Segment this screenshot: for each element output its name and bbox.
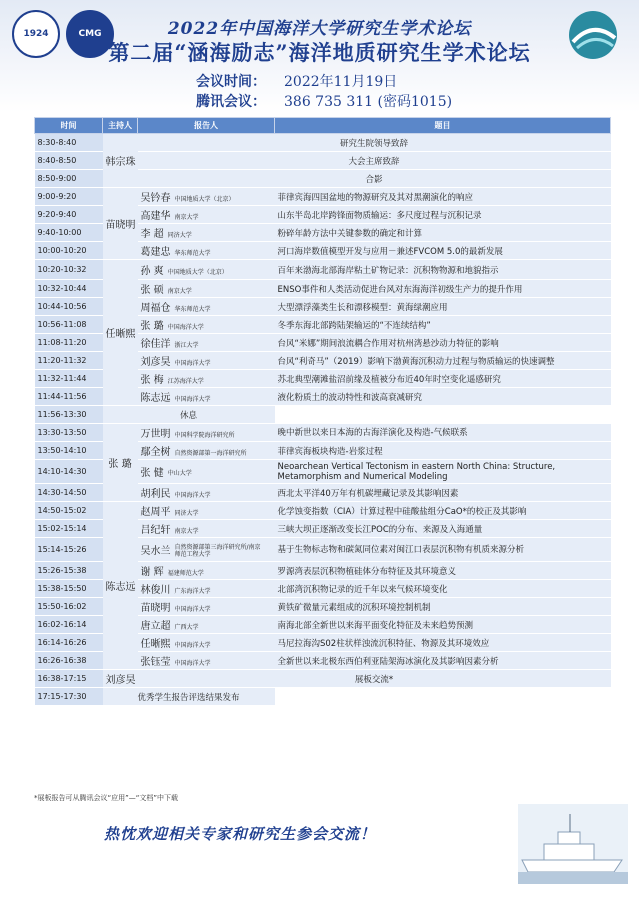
topic-cell: 马尼拉海沟S02柱状样浊流沉积特征、物源及其环境效应 [275,634,611,652]
time-cell: 10:44-10:56 [35,298,103,316]
speaker-name: 赵周平 [140,507,171,518]
speaker-name: 张 璐 [140,321,164,332]
speaker-affiliation: 同济大学 [167,232,192,239]
speaker-cell [138,206,275,224]
footnote: *展板报告可从腾讯会议“应用”—“文档”中下载 [34,794,179,802]
speaker-cell [138,598,275,616]
schedule-table [34,117,611,706]
host-cell: 苗晓明 [103,188,138,260]
topic-cell: 菲律宾海四国盆地的物源研究及其对黑潮演化的响应 [275,188,611,206]
schedule-body [35,134,611,706]
speaker-name: 唐立超 [140,621,171,632]
speaker-affiliation: 中国海洋大学 [174,492,211,499]
time-cell: 15:14-15:26 [35,538,103,562]
time-cell: 11:20-11:32 [35,352,103,370]
time-cell: 8:30-8:40 [35,134,103,152]
speaker-affiliation: 中国海洋大学 [174,606,211,613]
speaker-affiliation: 中国地质大学（北京） [174,196,235,203]
time-cell: 16:38-17:15 [35,670,103,688]
host-cell: 韩宗珠 [103,134,138,188]
speaker-cell [138,652,275,670]
topic-cell: 北部湾沉积物记录的近千年以来气候环境变化 [275,580,611,598]
research-vessel-icon [518,804,628,884]
topic-cell: 山东半岛北岸跨锋面物质输运：多尺度过程与沉积记录 [275,206,611,224]
speaker-name: 李 超 [140,229,164,240]
speaker-affiliation: 自然资源部第一海洋研究所 [174,450,247,457]
speaker-name: 张 硕 [140,285,164,296]
table-row [35,688,611,706]
speaker-cell [138,580,275,598]
host-cell: 任晰熙 [103,260,138,406]
column-header-host: 主持人 [103,118,138,134]
speaker-cell [138,388,275,406]
speaker-name: 周福仓 [140,303,171,314]
table-row [35,188,611,206]
session-cell: 大会主席致辞 [138,152,611,170]
speaker-name: 吕纪轩 [140,525,171,536]
speaker-cell [138,502,275,520]
time-cell: 13:50-14:10 [35,442,103,460]
speaker-affiliation: 中国海洋大学 [174,360,211,367]
topic-cell: 基于生物标志物和碳氮同位素对闽江口表层沉积物有机质来源分析 [275,538,611,562]
speaker-cell [138,634,275,652]
welcome-message: 热忱欢迎相关专家和研究生参会交流！ [104,825,377,843]
speaker-affiliation: 中山大学 [167,469,192,477]
time-cell: 14:30-14:50 [35,484,103,502]
table-row [35,424,611,442]
speaker-cell [138,242,275,260]
time-cell: 9:40-10:00 [35,224,103,242]
time-cell: 10:56-11:08 [35,316,103,334]
speaker-cell [138,334,275,352]
speaker-affiliation: 华东师范大学 [174,250,211,257]
time-cell: 13:30-13:50 [35,424,103,442]
time-cell: 14:10-14:30 [35,460,103,484]
speaker-name: 胡利民 [140,489,171,500]
speaker-affiliation: 江苏海洋大学 [167,378,204,385]
speaker-name: 张钰莹 [140,657,171,668]
topic-cell: 三峡大坝正逐渐改变长江POC的分布、来源及入海通量 [275,520,611,538]
speaker-name: 张 健 [140,468,164,479]
topic-cell: 冬季东海北部跨陆架输运的“不连续结构” [275,316,611,334]
topic-cell: 河口海岸数值模型开发与应用－兼述FVCOM 5.0的最新发展 [275,242,611,260]
speaker-cell [138,280,275,298]
speaker-cell [138,188,275,206]
table-header [35,118,611,134]
speaker-name: 吴钤春 [140,193,171,204]
topic-cell: 南海北部全新世以来海平面变化特征及未来趋势预测 [275,616,611,634]
time-cell: 11:32-11:44 [35,370,103,388]
speaker-affiliation: 中国海洋大学 [167,324,204,331]
speaker-name: 陈志远 [140,393,171,404]
time-cell: 15:02-15:14 [35,520,103,538]
speaker-name: 苗晓明 [140,603,171,614]
topic-cell: ENSO事件和人类活动促进台风对东海海洋初级生产力的提升作用 [275,280,611,298]
time-cell: 15:26-15:38 [35,562,103,580]
speaker-affiliation: 中国海洋大学 [174,396,211,403]
topic-cell: 台风“米娜”期间浪流耦合作用对杭州湾悬沙动力特征的影响 [275,334,611,352]
speaker-affiliation: 南京大学 [167,288,192,295]
topic-cell: 全新世以来北极东西伯利亚陆架海冰演化及其影响因素分析 [275,652,611,670]
speaker-affiliation: 南京大学 [174,214,199,221]
speaker-cell [138,442,275,460]
topic-cell: 黄铁矿微量元素组成的沉积环境控制机制 [275,598,611,616]
meeting-id: 腾讯会议： 386 735 311 (密码1015) [196,94,453,110]
forum-subtitle: 第二届“涵海励志”海洋地质研究生学术论坛 [108,40,531,65]
time-cell: 15:38-15:50 [35,580,103,598]
topic-cell: 粉碎年龄方法中关键参数的确定和计算 [275,224,611,242]
time-cell: 16:02-16:14 [35,616,103,634]
speaker-cell [138,260,275,280]
header-banner [0,0,639,112]
host-cell: 刘彦昊 [103,670,138,688]
speaker-cell [138,538,275,562]
table-row [35,260,611,280]
time-cell: 11:56-13:30 [35,406,103,424]
speaker-affiliation: 南京大学 [174,528,199,535]
column-header-speaker: 报告人 [138,118,275,134]
speaker-name: 孙 爽 [140,266,164,277]
topic-cell: Neoarchean Vertical Tectonism in eastern North China: Structure, Metamorphism and Numerical Modeling [275,460,611,484]
meeting-time: 会议时间： 2022年11月19日 [196,74,398,90]
speaker-name: 林俊川 [140,585,171,596]
speaker-name: 万世明 [140,429,171,440]
speaker-name: 徐佳洋 [140,339,171,350]
speaker-affiliation: 华东师范大学 [174,306,211,313]
time-cell: 10:00-10:20 [35,242,103,260]
speaker-affiliation: 同济大学 [174,510,199,517]
speaker-name: 刘彦昊 [140,357,171,368]
speaker-cell [138,224,275,242]
session-cell: 优秀学生报告评选结果发布 [103,688,275,706]
topic-cell: 化学蚀变指数（CIA）计算过程中硅酸盐组分CaO*的校正及其影响 [275,502,611,520]
session-cell: 展板交流* [138,670,611,688]
university-logo-icon: 1924 [12,10,60,58]
time-cell: 8:50-9:00 [35,170,103,188]
topic-cell: 晚中新世以来日本海的古海洋演化及构造-气候联系 [275,424,611,442]
time-cell: 14:50-15:02 [35,502,103,520]
time-cell: 8:40-8:50 [35,152,103,170]
topic-cell: 罗源湾表层沉积物植硅体分布特征及其环境意义 [275,562,611,580]
host-cell: 张 璐 [103,424,138,502]
table-row [35,502,611,520]
speaker-cell [138,424,275,442]
speaker-affiliation: 中国海洋大学 [174,642,211,649]
college-logo-icon: CMG [66,10,114,58]
session-cell: 研究生院领导致辞 [138,134,611,152]
speaker-name: 张 梅 [140,375,164,386]
topic-cell: 西北太平洋40万年有机碳埋藏记录及其影响因素 [275,484,611,502]
speaker-name: 谢 辉 [140,567,164,578]
speaker-name: 鄢全树 [140,447,171,458]
speaker-affiliation: 中国地质大学（北京） [167,269,228,276]
speaker-affiliation: 自然资源部第三海洋研究所/南京师范工程大学 [174,543,261,558]
topic-cell: 百年来渤海北部海岸粘土矿物记录：沉积物物源和地貌指示 [275,260,611,280]
speaker-cell [138,484,275,502]
table-row [35,406,611,424]
host-cell: 陈志远 [103,502,138,670]
speaker-cell [138,370,275,388]
table-row [35,670,611,688]
topic-cell: 苏北典型潮滩盐沼前缘及植被分布近40年时空变化遥感研究 [275,370,611,388]
speaker-cell [138,352,275,370]
table-row [35,134,611,152]
speaker-cell [138,316,275,334]
time-cell: 11:44-11:56 [35,388,103,406]
time-cell: 9:20-9:40 [35,206,103,224]
speaker-name: 高建华 [140,211,171,222]
speaker-cell [138,520,275,538]
speaker-affiliation: 浙江大学 [174,342,199,349]
topic-cell: 台风“利奇马”（2019）影响下渤黄海沉积动力过程与物质输运的快速调整 [275,352,611,370]
speaker-cell [138,616,275,634]
time-cell: 10:32-10:44 [35,280,103,298]
time-cell: 10:20-10:32 [35,260,103,280]
time-cell: 11:08-11:20 [35,334,103,352]
speaker-affiliation: 福建师范大学 [167,570,204,577]
speaker-name: 吴水兰 [140,545,171,557]
speaker-affiliation: 中国海洋大学 [174,660,211,667]
topic-cell: 大型漂浮藻类生长和漂移模型：黄海绿潮应用 [275,298,611,316]
time-cell: 16:26-16:38 [35,652,103,670]
column-header-topic: 题目 [275,118,611,134]
session-cell: 合影 [138,170,611,188]
speaker-affiliation: 中国科学院海洋研究所 [174,432,235,439]
time-cell: 17:15-17:30 [35,688,103,706]
speaker-affiliation: 广东海洋大学 [174,588,211,595]
speaker-name: 任晰熙 [140,639,171,650]
forum-title: 2022年中国海洋大学研究生学术论坛 [167,19,472,39]
speaker-name: 葛建忠 [140,247,171,258]
speaker-cell [138,460,275,484]
time-cell: 16:14-16:26 [35,634,103,652]
column-header-time: 时间 [35,118,103,134]
speaker-cell [138,298,275,316]
time-cell: 15:50-16:02 [35,598,103,616]
session-cell: 休息 [103,406,275,424]
topic-cell: 液化粉质土的波动特性和波高衰减研究 [275,388,611,406]
speaker-affiliation: 广西大学 [174,624,199,631]
time-cell: 9:00-9:20 [35,188,103,206]
speaker-cell [138,562,275,580]
topic-cell: 菲律宾海板块构造-岩浆过程 [275,442,611,460]
